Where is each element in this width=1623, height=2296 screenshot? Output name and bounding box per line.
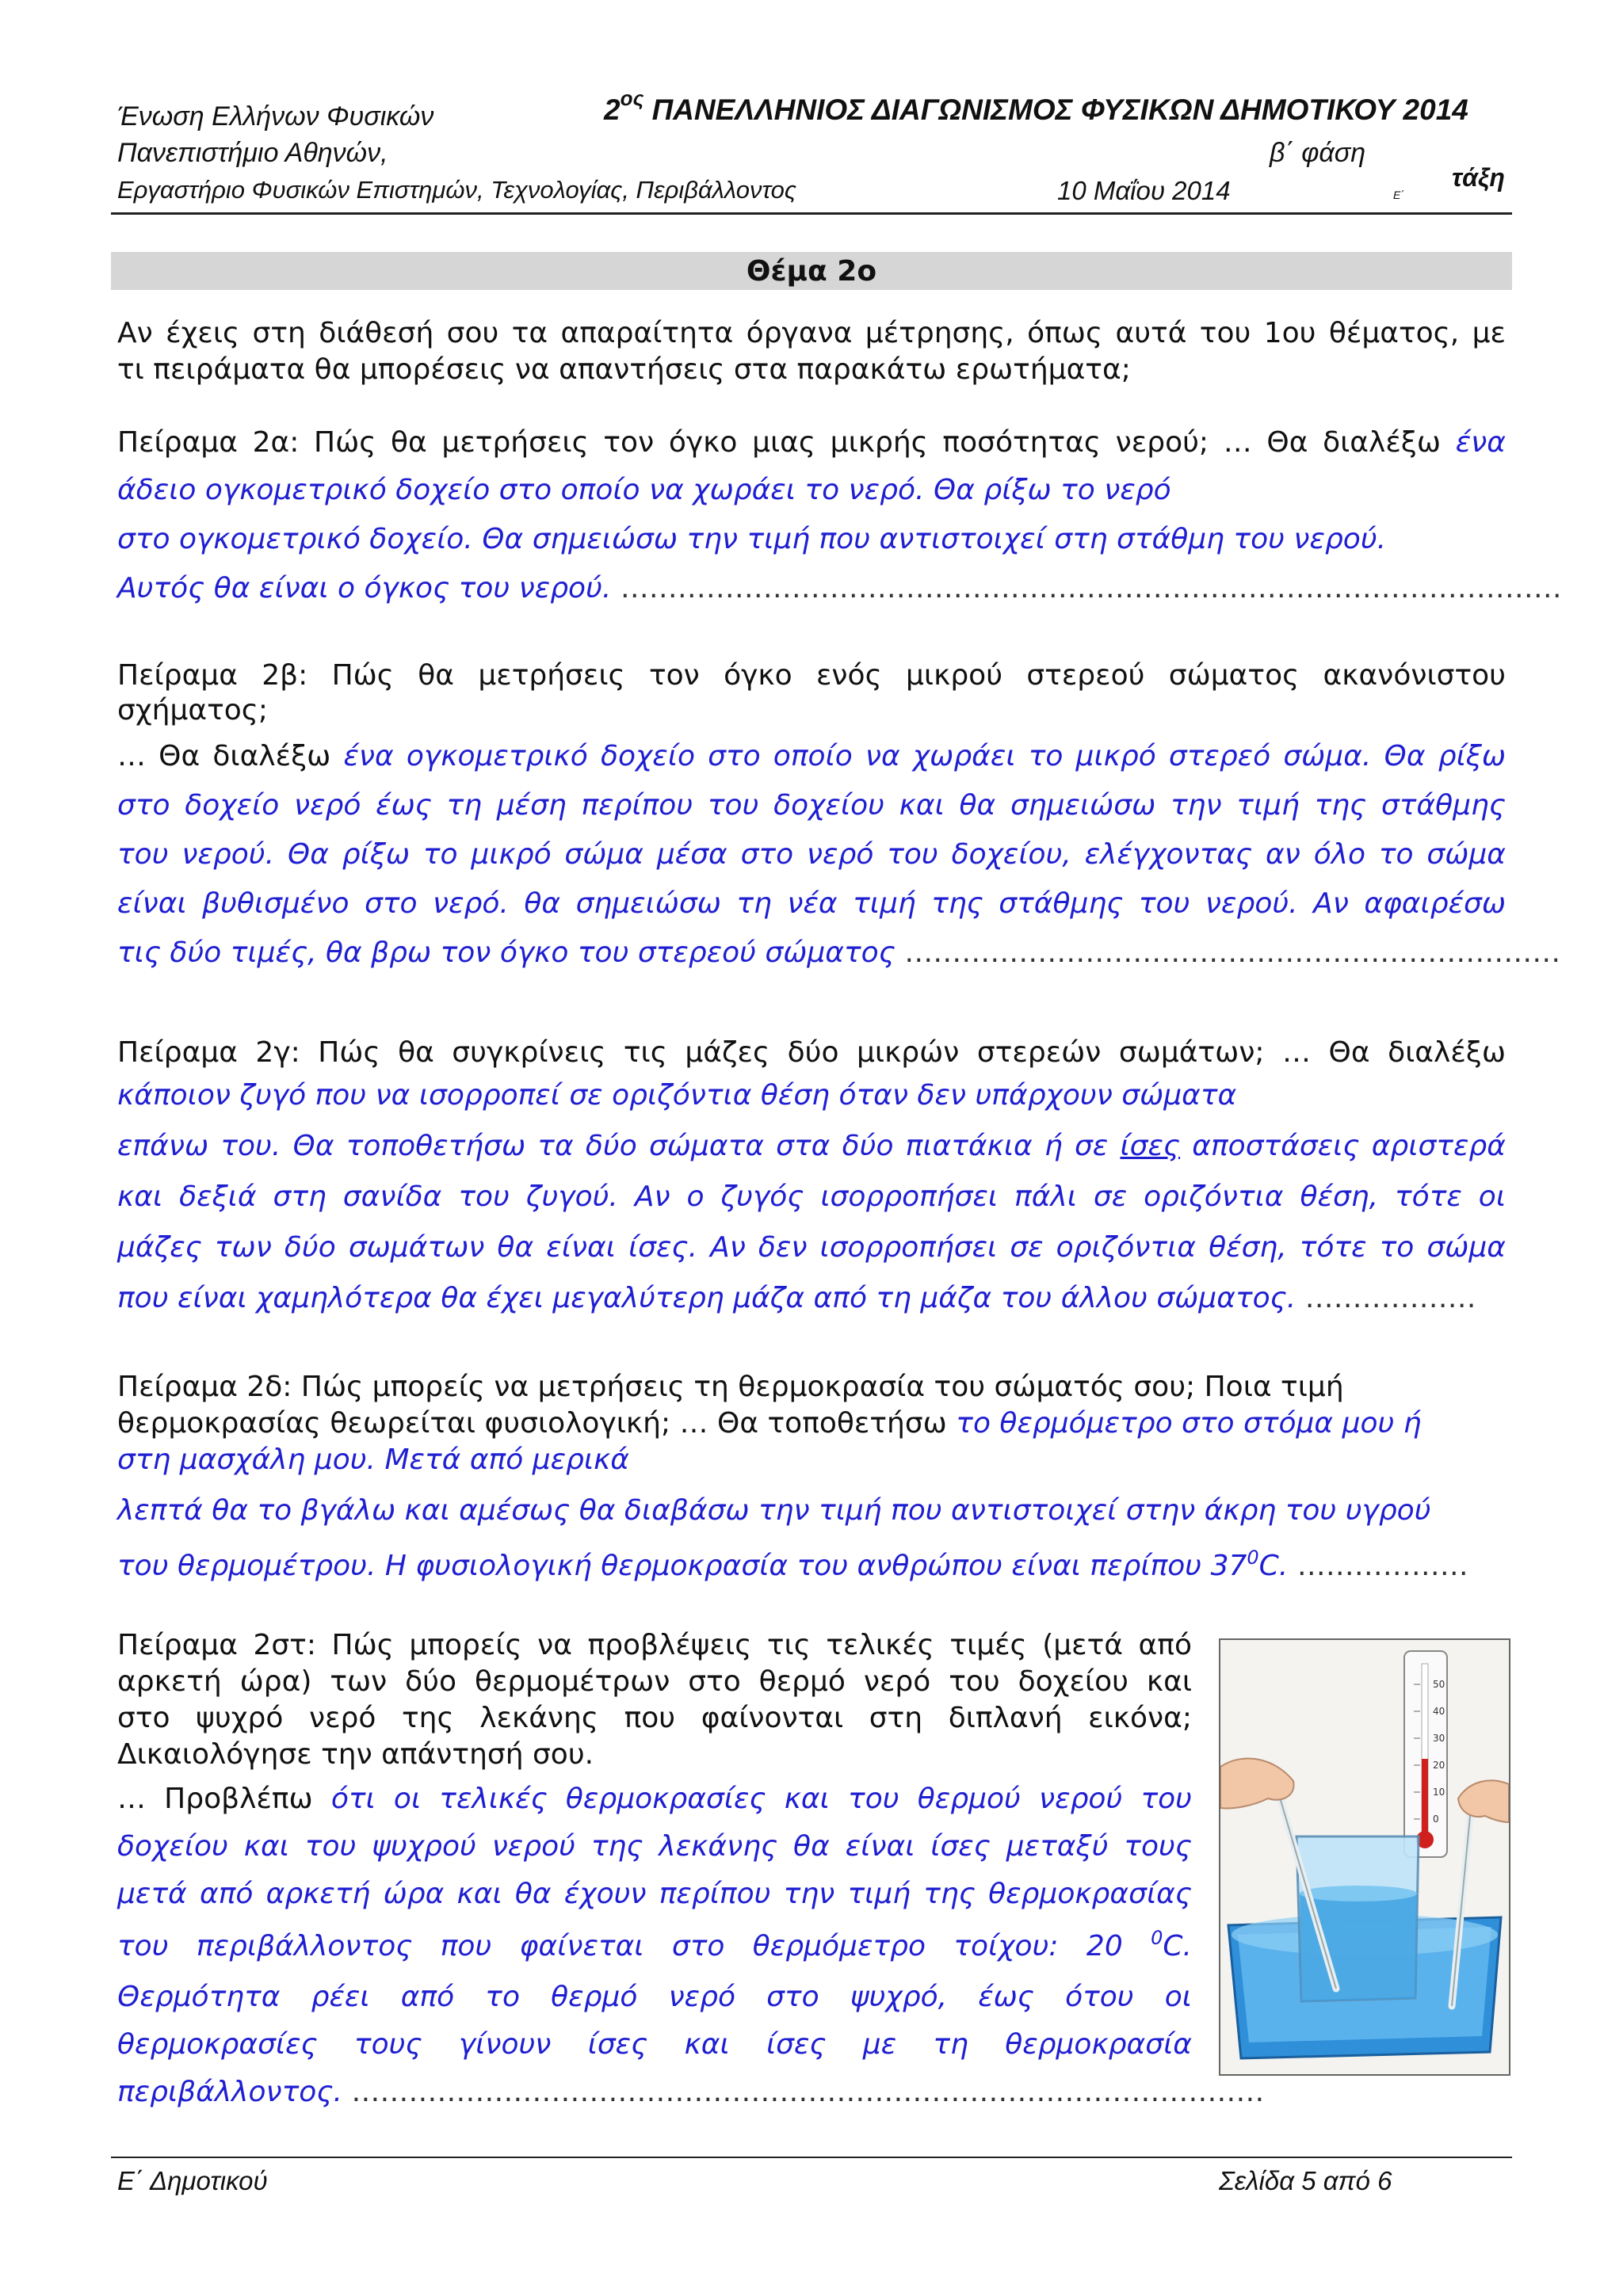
scale-label: 40: [1433, 1706, 1445, 1717]
exp-d-question-line-1: Πείραμα 2δ: Πώς μπορείς να μετρήσεις τη θερμοκρασία του σώματός σου; Ποια τιμή: [117, 1371, 1344, 1403]
exp-a-dots: ………………………………………………………………………………………: [611, 572, 1562, 605]
header-grade-small: Ε΄: [1393, 189, 1404, 201]
exp-e-degree-sup: 0: [1151, 1927, 1163, 1949]
exp-e-question-line-3: στο ψυχρό νερό της λεκάνης που φαίνονται στη διπλανή εικόνα;: [117, 1702, 1192, 1734]
exp-a-question: [117, 426, 1506, 459]
exp-c-answer-2-post: αποστάσεις αριστερά: [1180, 1130, 1506, 1162]
intro-line-1: Αν έχεις στη διάθεσή σου τα απαραίτητα όργανα μέτρησης, όπως αυτά του 1ου θέματος, με: [117, 317, 1506, 349]
exp-e-question-line-2: αρκετή ώρα) των δύο θερμομέτρων στο θερμό νερό του δοχείου και: [117, 1665, 1192, 1698]
exp-c-answer-2-underlined: ίσες: [1120, 1130, 1181, 1162]
exp-e-lead: … Προβλέπω: [117, 1783, 331, 1815]
exp-e-answer-line-5: Θερμότητα ρέει από το θερμό νερό στο ψυχρό, έως ότου οι: [117, 1981, 1192, 2013]
exp-e-answer-line-1: [117, 1783, 1192, 1815]
exp-b-question-line-2: σχήματος;: [117, 694, 269, 727]
exp-b-answer-1: ένα ογκομετρικό δοχείο στο οποίο να χωράει το μικρό στερεό σώμα. Θα ρίξω: [343, 740, 1506, 772]
footer-grade: Ε΄ Δημοτικού: [117, 2166, 268, 2195]
exp-b-lead: … Θα διαλέξω: [117, 740, 344, 772]
exp-b-answer-line-4: είναι βυθισμένο στο νερό. θα σημειώσω τη νέα τιμή της στάθμης του νερού. Αν αφαιρέσω: [117, 887, 1506, 920]
exp-d-answer-line-3: λεπτά θα το βγάλω και αμέσως θα διαβάσω την τιμή που αντιστοιχεί στην άκρη του υγρού: [117, 1494, 1431, 1527]
exp-d-celsius: C.: [1258, 1550, 1289, 1582]
header-org-line1: Ένωση Ελλήνων Φυσικών: [117, 101, 434, 132]
exp-e-question-line-4: Δικαιολόγησε την απάντησή σου.: [117, 1738, 594, 1771]
footer-page-number: Σελίδα 5 από 6: [1219, 2166, 1392, 2195]
exp-d-answer-4: του θερμομέτρου. Η φυσιολογική θερμοκρασία του ανθρώπου είναι περίπου 37: [117, 1550, 1247, 1582]
exp-d-degree-sup: 0: [1247, 1547, 1259, 1569]
exp-c-question: Πείραμα 2γ: Πώς θα συγκρίνεις τις μάζες δύο μικρών στερεών σωμάτων; … Θα διαλέξω: [117, 1036, 1506, 1069]
exp-b-dots: ……………………………………………………………: [895, 936, 1561, 969]
exp-e-answer-7: περιβάλλοντος.: [117, 2076, 342, 2108]
exp-c-answer-line-5: [117, 1282, 1506, 1314]
exp-d-question-2: θερμοκρασίας θεωρείται φυσιολογική; … Θα τοποθετήσω: [117, 1407, 957, 1440]
exp-e-answer-4: του περιβάλλοντος που φαίνεται στο θερμόμετρο τοίχου: 20: [117, 1930, 1123, 1962]
exp-a-answer-line-3: στο ογκομετρικό δοχείο. Θα σημειώσω την τιμή που αντιστοιχεί στη στάθμη του νερού.: [117, 523, 1387, 555]
exp-e-dots: ……………………………………………………………………………………: [342, 2076, 1265, 2108]
scale-label: 30: [1433, 1733, 1445, 1744]
exp-e-answer-line-2: δοχείου και του ψυχρού νερού της λεκάνης θα είναι ίσες μεταξύ τους: [117, 1830, 1192, 1863]
header-grade-word: τάξη: [1452, 163, 1505, 192]
exp-c-answer-line-1: κάποιον ζυγό που να ισορροπεί σε οριζόντια θέση όταν δεν υπάρχουν σώματα: [117, 1079, 1237, 1112]
exp-e-question-line-1: Πείραμα 2στ: Πώς μπορείς να προβλέψεις τις τελικές τιμές (μετά από: [117, 1629, 1192, 1661]
exp-b-answer-line-1: [117, 740, 1506, 772]
wall-thermometer-mercury: [1422, 1759, 1428, 1833]
header-org-line2: Πανεπιστήμιο Αθηνών,: [117, 138, 388, 168]
exp-e-answer-line-7: [117, 2076, 1265, 2108]
title-text: ΠΑΝΕΛΛΗΝΙΟΣ ΔΙΑΓΩΝΙΣΜΟΣ ΦΥΣΙΚΩΝ ΔΗΜΟΤΙΚΟΥ 2014: [643, 93, 1468, 126]
exp-e-answer-line-6: θερμοκρασίες τους γίνουν ίσες και ίσες με τη θερμοκρασία: [117, 2028, 1192, 2061]
exp-e-celsius: C.: [1163, 1930, 1192, 1962]
scale-label: 0: [1433, 1814, 1439, 1825]
exp-a-answer-start: ένα: [1455, 426, 1506, 459]
header-rule: [111, 212, 1512, 215]
exp-d-answer-line-4: [117, 1547, 1506, 1582]
exp-d-answer-1: το θερμόμετρο στο στόμα μου ή: [956, 1407, 1422, 1440]
experiment-figure: [1219, 1638, 1510, 2076]
exp-a-answer-end: Αυτός θα είναι ο όγκος του νερού.: [117, 572, 612, 605]
title-ordinal: ος: [620, 86, 644, 110]
header-date: 10 Μαΐου 2014: [1057, 176, 1231, 205]
exp-a-answer-line-2: άδειο ογκομετρικό δοχείο στο οποίο να χωράει το νερό. Θα ρίξω το νερό: [117, 474, 1171, 506]
section-title-bar: [111, 252, 1512, 290]
footer-rule: [111, 2157, 1512, 2158]
exp-e-answer-line-4: [117, 1927, 1192, 1962]
header-contest-title: [604, 86, 1468, 127]
exp-e-answer-1: ότι οι τελικές θερμοκρασίες και του θερμού νερού του: [330, 1783, 1192, 1815]
exp-d-answer-line-2: στη μασχάλη μου. Μετά από μερικά: [117, 1444, 630, 1476]
exp-d-question-line-2: [117, 1407, 1506, 1440]
intro-line-2: τι πειράματα θα μπορέσεις να απαντήσεις στα παρακάτω ερωτήματα;: [117, 353, 1131, 386]
exp-a-answer-line-4: [117, 572, 1562, 605]
scale-label: 20: [1433, 1760, 1445, 1771]
exp-b-answer-line-3: του νερού. Θα ρίξω το μικρό σώμα μέσα στο νερό του δοχείου, ελέγχοντας αν όλο το σώμα: [117, 838, 1506, 871]
exp-a-question-text: Πείραμα 2α: Πώς θα μετρήσεις τον όγκο μιας μικρής ποσότητας νερού; … Θα διαλέξω: [117, 426, 1456, 459]
exp-c-answer-line-2: [117, 1130, 1506, 1162]
exp-b-answer-5: τις δύο τιμές, θα βρω τον όγκο του στερεού σώματος: [117, 936, 896, 969]
exp-d-dots: ………………: [1288, 1550, 1468, 1582]
header-org-line3: Εργαστήριο Φυσικών Επιστημών, Τεχνολογίας, Περιβάλλοντος: [117, 176, 796, 204]
thermometer-basin-illustration: [1220, 1640, 1509, 2074]
scale-label: 10: [1433, 1787, 1445, 1798]
exp-e-answer-line-3: μετά από αρκετή ώρα και θα έχουν περίπου την τιμή της θερμοκρασίας: [117, 1878, 1192, 1910]
scale-label: 50: [1433, 1679, 1445, 1690]
exp-b-question-line-1: Πείραμα 2β: Πώς θα μετρήσεις τον όγκο ενός μικρού στερεού σώματος ακανόνιστου: [117, 659, 1506, 692]
exp-c-answer-2-pre: επάνω του. Θα τοποθετήσω τα δύο σώματα στα δύο πιατάκια ή σε: [117, 1130, 1121, 1162]
exp-c-answer-5: που είναι χαμηλότερα θα έχει μεγαλύτερη μάζα από τη μάζα του άλλου σώματος.: [117, 1282, 1296, 1314]
exp-c-dots: ………………: [1296, 1282, 1476, 1314]
section-title: Θέμα 2ο: [746, 255, 877, 288]
wall-thermometer: [1404, 1651, 1447, 1857]
exp-b-answer-line-5: [117, 936, 1561, 969]
exp-b-answer-line-2: στο δοχείο νερό έως τη μέση περίπου του δοχείου και θα σημειώσω την τιμή της στάθμης: [117, 789, 1506, 822]
header-phase: β΄ φάση: [1270, 138, 1366, 168]
exp-c-answer-line-3: και δεξιά στη σανίδα του ζυγού. Αν ο ζυγός ισορροπήσει πάλι σε οριζόντια θέση, τότε οι: [117, 1180, 1506, 1213]
title-number: 2: [604, 93, 621, 126]
exp-c-answer-line-4: μάζες των δύο σωμάτων θα είναι ίσες. Αν δεν ισορροπήσει σε οριζόντια θέση, τότε το σώμα: [117, 1231, 1506, 1264]
